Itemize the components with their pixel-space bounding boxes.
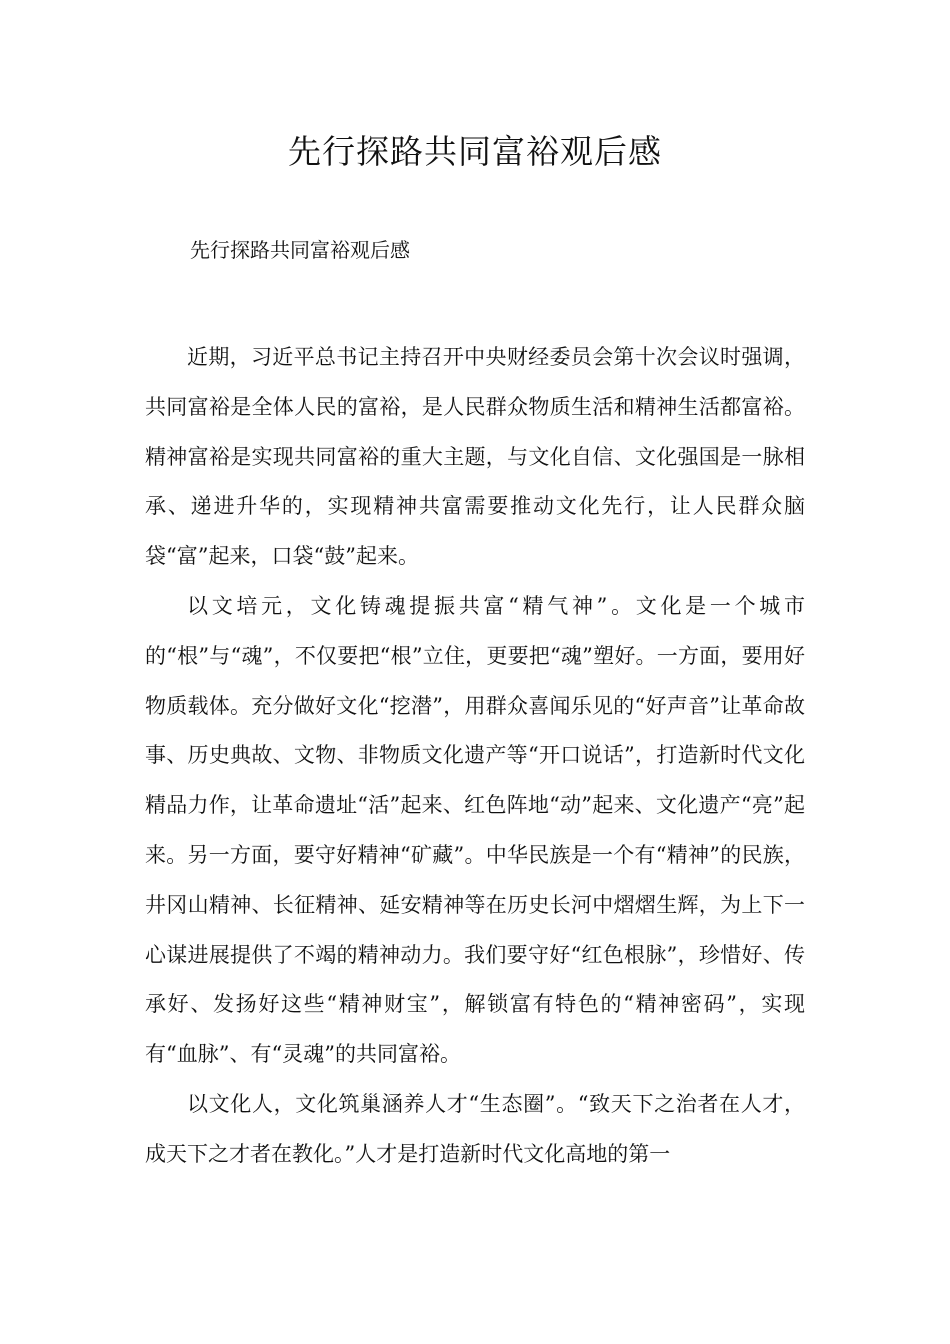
document-body: [145, 333, 805, 1180]
paragraph-3: 以文化人，文化筑巢涵养人才“生态圈”。“致天下之治者在人才，成天下之才者在教化。”人才是打造新时代文化高地的第一: [145, 1091, 805, 1166]
paragraph-1: 近期，习近平总书记主持召开中央财经委员会第十次会议时强调，共同富裕是全体人民的富裕，是人民群众物质生活和精神生活都富裕。精神富裕是实现共同富裕的重大主题，与文化自信、文化强国是一脉相承、递进升华的，实现精神共富需要推动文化先行，让人民群众脑袋“富”起来，口袋“鼓”起来。: [145, 345, 805, 569]
paragraph-2: 以文培元，文化铸魂提振共富“精气神”。文化是一个城市的“根”与“魂”，不仅要把“根”立住，更要把“魂”塑好。一方面，要用好物质载体。充分做好文化“挖潜”，用群众喜闻乐见的“好声音”让革命故事、历史典故、文物、非物质文化遗产等“开口说话”，打造新时代文化精品力作，让革命遗址“活”起来、红色阵地“动”起来、文化遗产“亮”起来。另一方面，要守好精神“矿藏”。中华民族是一个有“精神”的民族，井冈山精神、长征精神、延安精神等在历史长河中熠熠生辉，为上下一心谋进展提供了不竭的精神动力。我们要守好“红色根脉”，珍惜好、传承好、发扬好这些“精神财宝”，解锁富有特色的“精神密码”，实现有“血脉”、有“灵魂”的共同富裕。: [145, 593, 805, 1067]
document-title: 先行探路共同富裕观后感: [288, 132, 662, 171]
document-subtitle: 先行探路共同富裕观后感: [190, 238, 410, 262]
